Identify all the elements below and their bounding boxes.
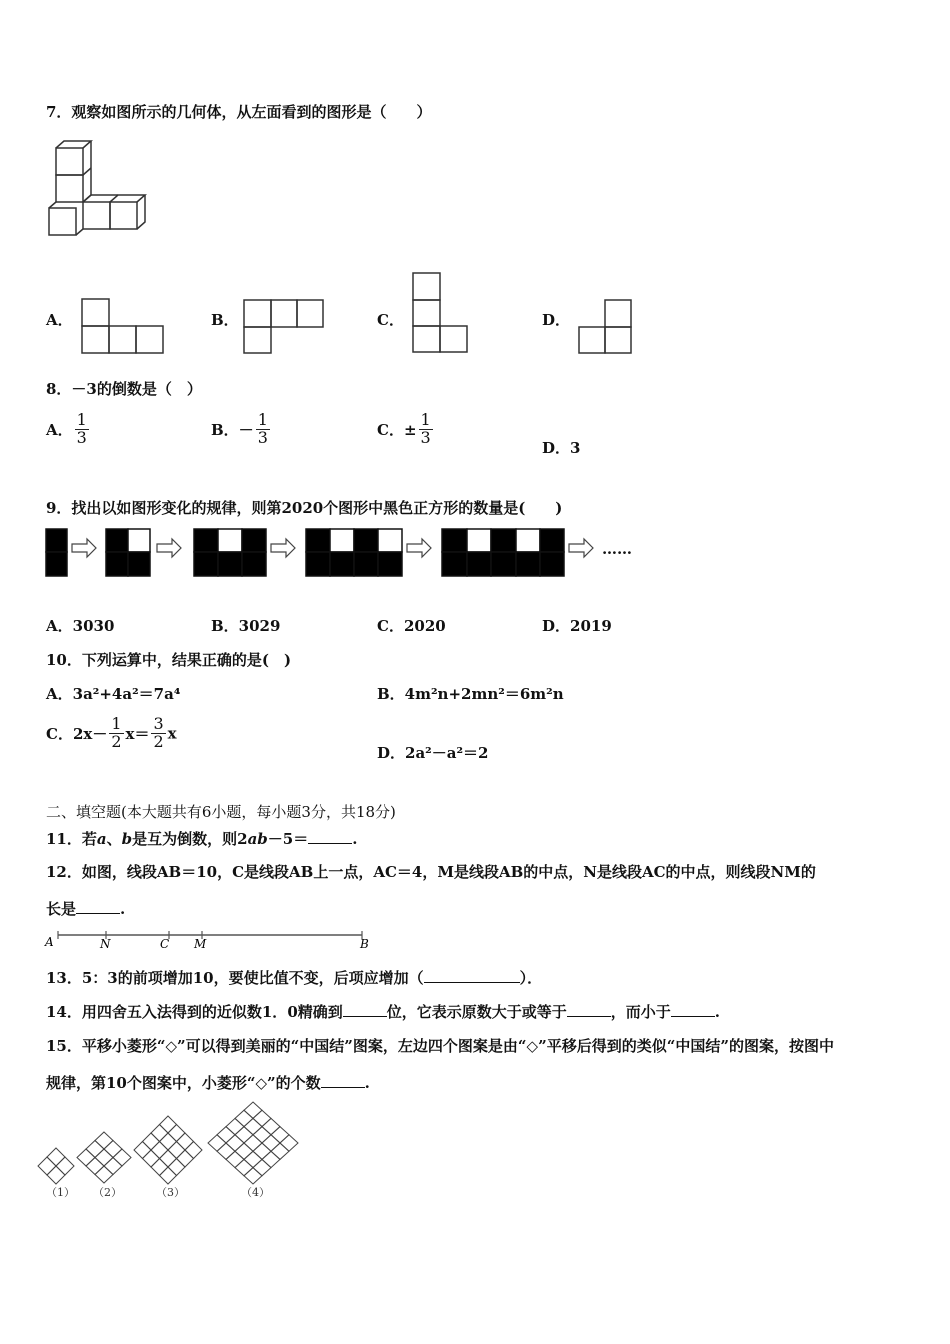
q7-solid-figure [46,138,156,240]
diamond-cell [160,1133,177,1150]
diamond-cell [168,1159,185,1176]
q8-option-b-label: B．－ [211,420,254,439]
diamond-cell [253,1159,271,1175]
q14-text: 14．用四舍五入法得到的近似数1．0精确到 位，它表示原数大于或等于 ，而小于 . [46,1003,721,1021]
answer-blank [308,829,352,844]
section-title: 二、填空题(本大题共有6小题，每小题3分，共18分) [46,803,396,821]
answer-blank [671,1002,715,1017]
q7-option-d-label: D． [542,311,571,329]
q15-text-line1: 15．平移小菱形“◇”可以得到美丽的“中国结”图案，左边四个图案是由“◇”平移后得到的类似“中国结”的图案，按图中 [46,1037,834,1055]
diamond-cell [226,1118,244,1134]
q8-option-a [46,412,91,447]
q7-option-b-figure [242,299,324,355]
diamond-cell [244,1102,262,1118]
diamond-cell [271,1127,289,1143]
diamond-cell [244,1151,262,1167]
q8-option-b [211,412,272,447]
diamond-cell [56,1157,74,1175]
diamond-cell [253,1110,271,1126]
q10-text: 10．下列运算中，结果正确的是( ) [46,651,292,669]
fraction: $\frac{1}{3}$ [257,410,268,447]
q9-option-a: A．3030 [46,617,115,635]
diamond-cell [244,1135,262,1151]
diamond-cell [226,1151,244,1167]
q10-option-a: A．3a²+4a²＝7a⁴ [46,685,181,703]
pattern-caption-3: （3） [156,1186,185,1199]
diamond-cell [235,1110,253,1126]
q15-diamond-patterns [40,1098,300,1202]
q8-option-a-label: A． [46,420,73,439]
diamond-cell [253,1127,271,1143]
answer-blank [76,899,120,914]
q12-text-line1: 12．如图，线段AB＝10，C是线段AB上一点，AC＝4，M是线段AB的中点，N是线段AC的中点，则线段NM的 [46,863,816,881]
fraction: $\frac{1}{3}$ [420,410,431,447]
fraction: $\frac{3}{2}$ [153,714,164,751]
q9-text: 9．找出以如图形变化的规律，则第2020个图形中黑色正方形的数量是( ) [46,499,563,517]
diamond-cell [104,1141,122,1158]
q9-pattern-sequence [44,527,644,581]
diamond-cell [226,1135,244,1151]
diamond-cell [95,1166,113,1183]
diamond-cell [271,1143,289,1159]
diamond-cell [160,1167,177,1184]
pattern-caption-2: （2） [93,1186,122,1199]
fraction: $\frac{1}{3}$ [76,410,87,447]
diamond-cell [244,1118,262,1134]
q7-text: 7．观察如图所示的几何体，从左面看到的图形是（ ） [46,103,432,121]
answer-blank [424,968,520,983]
point-label-b: B [360,937,369,951]
answer-blank [321,1073,365,1088]
point-label-n: N [100,937,111,951]
diamond-cell [160,1150,177,1167]
q7-option-c-figure [411,272,469,354]
diamond-cell [177,1133,194,1150]
q10-option-c: C．2x－ $\frac{1}{2}$ x＝ $\frac{3}{2}$ x [46,714,177,751]
q15-text-line2: 规律，第10个图案中，小菱形“◇”的个数 . [46,1074,370,1092]
q8-option-d: D．3 [542,439,581,457]
diamond-cell [168,1125,185,1142]
diamond-cell [217,1143,235,1159]
diamond-cell [86,1141,104,1158]
pattern-3 [134,1116,202,1184]
diamond-cell [151,1159,168,1176]
q10-option-b: B．4m²n+2mn²＝6m²n [377,685,564,703]
q8-option-c-label: C．± [377,420,417,439]
answer-blank [343,1002,387,1017]
diamond-cell [134,1142,151,1159]
q7-option-b-label: B． [211,311,239,329]
pattern-2 [77,1132,131,1183]
diamond-cell [47,1166,65,1184]
diamond-cell [262,1118,280,1134]
q8-text: 8．－3的倒数是（ ） [46,380,202,398]
q12-line-segment-figure [44,928,378,952]
diamond-cell [160,1116,177,1133]
diamond-cell [151,1142,168,1159]
diamond-cell [113,1149,131,1166]
pattern-caption-4: （4） [241,1186,270,1199]
q13-text: 13．5：3的前项增加10，要使比值不变，后项应增加（ ）． [46,969,543,987]
q10-option-d: D．2a²－a²＝2 [377,744,489,762]
diamond-cell [47,1148,65,1166]
diamond-cell [168,1142,185,1159]
pattern-caption-1: （1） [46,1186,75,1199]
q9-option-b: B．3029 [211,617,281,635]
q9-option-d: D．2019 [542,617,612,635]
point-label-a: A [45,935,54,949]
diamond-cell [143,1150,160,1167]
diamond-cell [143,1133,160,1150]
diamond-cell [104,1158,122,1175]
diamond-cell [262,1151,280,1167]
answer-blank [567,1002,611,1017]
diamond-cell [244,1168,262,1184]
diamond-cell [151,1125,168,1142]
diamond-cell [95,1149,113,1166]
q12-text-line2: 长是 . [46,900,126,918]
diamond-cell [208,1135,226,1151]
q9-ellipsis: …… [602,540,632,558]
diamond-cell [95,1132,113,1149]
diamond-cell [235,1143,253,1159]
pattern-1 [38,1148,74,1184]
q9-option-c: C．2020 [377,617,446,635]
diamond-cell [217,1127,235,1143]
q7-option-a-label: A． [46,311,73,329]
diamond-cell [235,1127,253,1143]
fraction: $\frac{1}{2}$ [111,714,122,751]
diamond-cell [235,1159,253,1175]
point-label-c: C [160,937,170,951]
q7-option-d-figure [577,299,633,355]
diamond-cell [86,1158,104,1175]
q11-text: 11．若a、b是互为倒数，则2ab－5＝ . [46,830,358,848]
point-label-m: M [194,937,207,951]
diamond-cell [38,1157,56,1175]
pattern-4 [208,1102,298,1184]
q7-option-c-label: C． [377,311,404,329]
diamond-cell [177,1150,194,1167]
q8-option-c [377,412,435,447]
diamond-cell [253,1143,271,1159]
diamond-cell [185,1142,202,1159]
diamond-cell [280,1135,298,1151]
q7-option-a-figure [80,298,164,354]
diamond-cell [262,1135,280,1151]
diamond-cell [77,1149,95,1166]
